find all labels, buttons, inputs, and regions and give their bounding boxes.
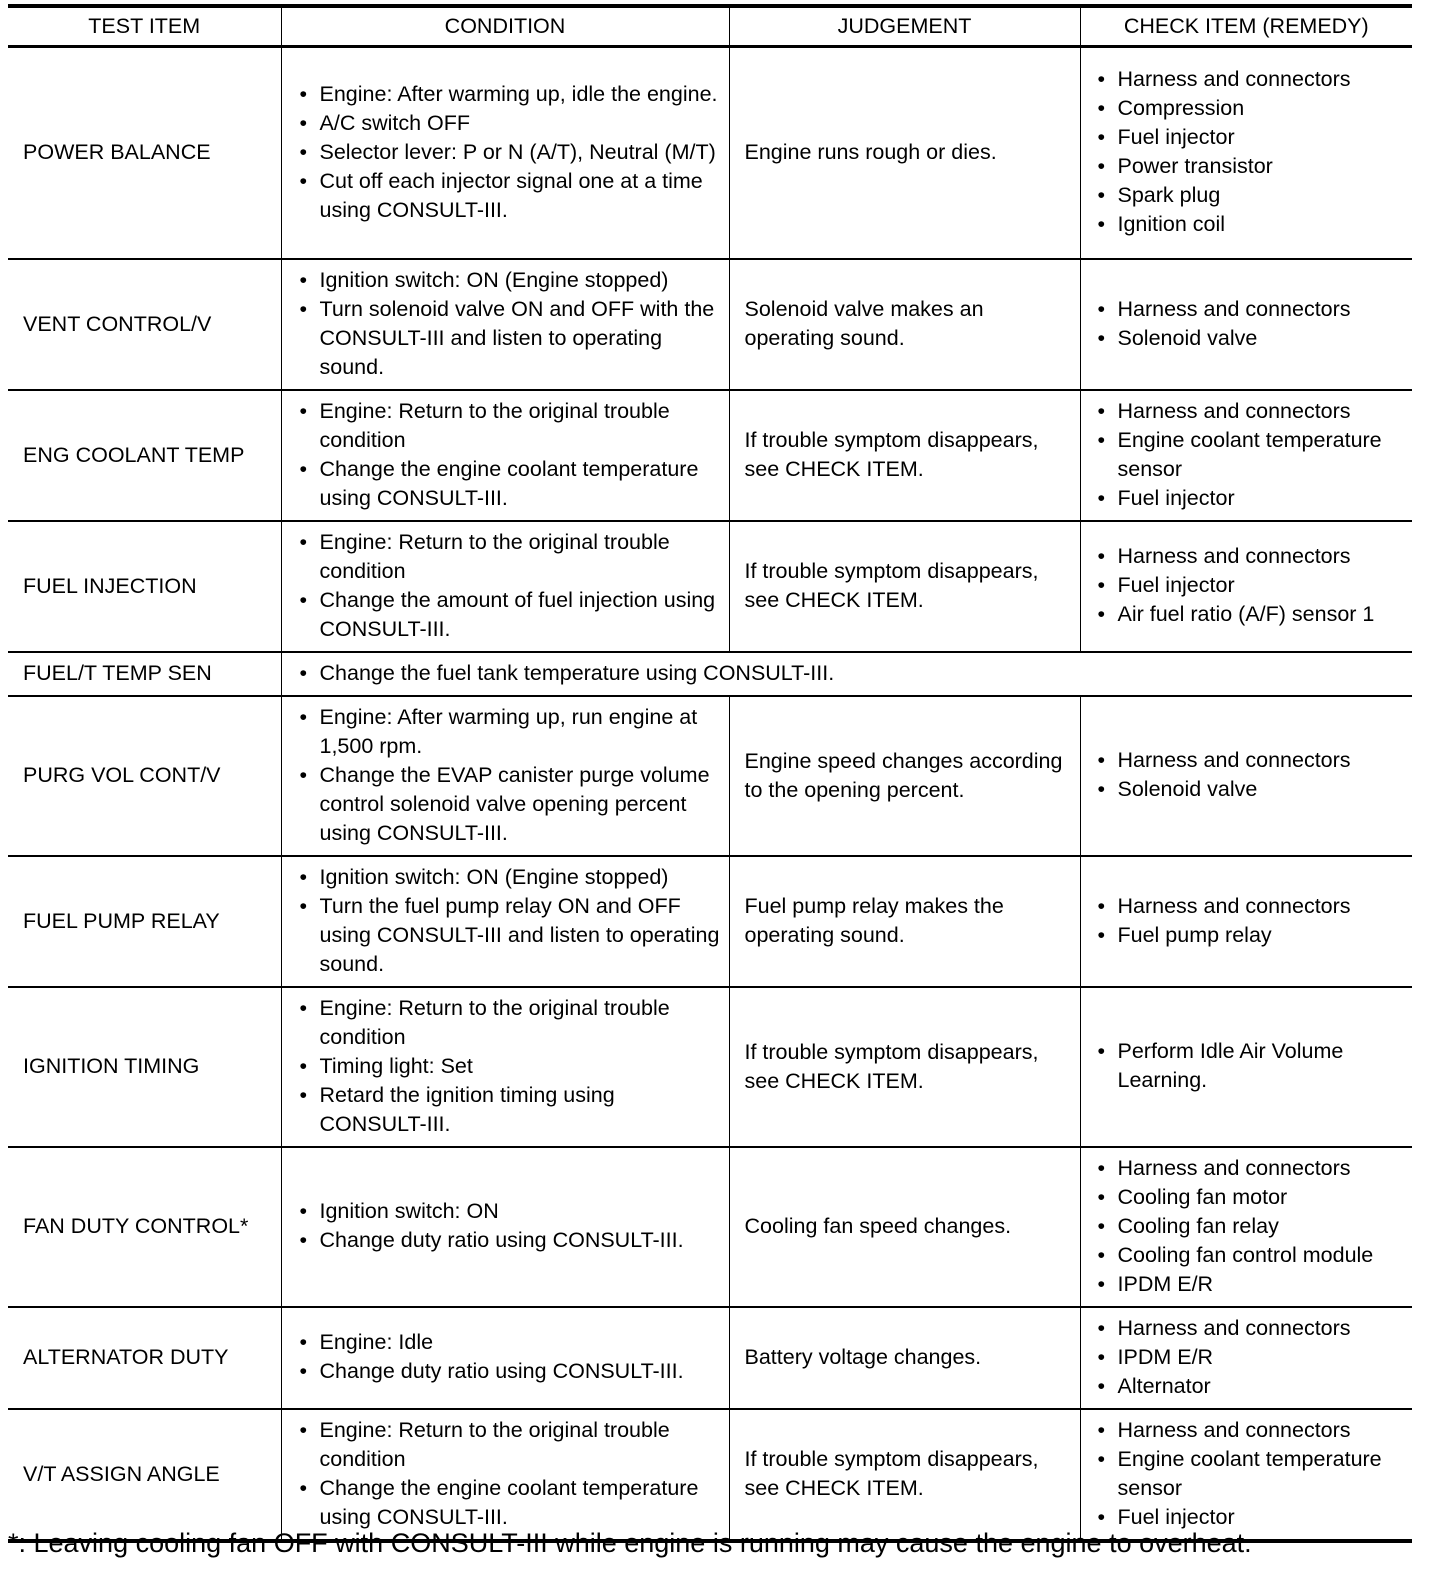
test-item-cell: V/T ASSIGN ANGLE <box>8 1409 281 1541</box>
condition-bullet: • A/C switch OFF <box>297 109 721 138</box>
table-header-row <box>8 6 1412 47</box>
condition-bullet: • Engine: Idle <box>297 1328 721 1357</box>
condition-bullet: • Change the EVAP canister purge volume control solenoid valve opening percent using CONSULT-III. <box>297 761 721 848</box>
condition-bullet: • Change duty ratio using CONSULT-III. <box>297 1357 721 1386</box>
condition-bullet: • Change duty ratio using CONSULT-III. <box>297 1226 721 1255</box>
table-row <box>8 521 1412 652</box>
condition-cell <box>281 696 729 856</box>
check-item-list <box>1081 289 1413 360</box>
table-row <box>8 987 1412 1147</box>
condition-list <box>282 260 729 389</box>
condition-bullet: • Engine: Return to the original trouble condition <box>297 397 721 455</box>
condition-bullet: • Ignition switch: ON (Engine stopped) <box>297 266 721 295</box>
check-item-bullet: • Harness and connectors <box>1095 1314 1409 1343</box>
check-item-bullet: • Alternator <box>1095 1372 1409 1401</box>
table-row <box>8 1307 1412 1409</box>
test-item-cell: PURG VOL CONT/V <box>8 696 281 856</box>
check-item-bullet: • Harness and connectors <box>1095 295 1409 324</box>
check-item-bullet: • Cooling fan motor <box>1095 1183 1409 1212</box>
check-item-list <box>1081 1148 1413 1306</box>
test-item-cell: ENG COOLANT TEMP <box>8 390 281 521</box>
condition-cell <box>281 259 729 390</box>
condition-cell <box>281 1307 729 1409</box>
check-item-bullet: • Power transistor <box>1095 152 1409 181</box>
check-item-bullet: • Harness and connectors <box>1095 1154 1409 1183</box>
condition-list <box>282 988 729 1146</box>
table-row <box>8 259 1412 390</box>
condition-bullet: • Timing light: Set <box>297 1052 721 1081</box>
check-item-bullet: • Perform Idle Air Volume Learning. <box>1095 1037 1409 1095</box>
table-row <box>8 1409 1412 1541</box>
check-item-cell <box>1080 521 1412 652</box>
check-item-cell <box>1080 1147 1412 1307</box>
judgement-cell: If trouble symptom disappears, see CHECK ITEM. <box>729 1409 1080 1541</box>
check-item-bullet: • Ignition coil <box>1095 210 1409 239</box>
table-row <box>8 652 1412 696</box>
check-item-cell <box>1080 1307 1412 1409</box>
condition-cell <box>281 521 729 652</box>
table-row <box>8 856 1412 987</box>
test-item-cell: FUEL INJECTION <box>8 521 281 652</box>
table-row <box>8 390 1412 521</box>
judgement-cell: Cooling fan speed changes. <box>729 1147 1080 1307</box>
judgement-cell: If trouble symptom disappears, see CHECK ITEM. <box>729 390 1080 521</box>
check-item-cell <box>1080 47 1412 259</box>
condition-bullet: • Change the amount of fuel injection using CONSULT-III. <box>297 586 721 644</box>
condition-cell <box>281 47 729 259</box>
condition-cell <box>281 390 729 521</box>
condition-bullet: • Change the engine coolant temperature using CONSULT-III. <box>297 455 721 513</box>
check-item-bullet: • Fuel injector <box>1095 1503 1409 1532</box>
test-item-cell: FAN DUTY CONTROL* <box>8 1147 281 1307</box>
condition-list <box>282 697 729 855</box>
condition-bullet: • Ignition switch: ON (Engine stopped) <box>297 863 721 892</box>
condition-cell <box>281 1147 729 1307</box>
check-item-bullet: • IPDM E/R <box>1095 1343 1409 1372</box>
check-item-bullet: • Solenoid valve <box>1095 324 1409 353</box>
check-item-bullet: • Harness and connectors <box>1095 892 1409 921</box>
check-item-list <box>1081 1308 1413 1408</box>
check-item-bullet: • Harness and connectors <box>1095 542 1409 571</box>
condition-bullet: • Cut off each injector signal one at a time using CONSULT-III. <box>297 167 721 225</box>
judgement-cell: Engine speed changes according to the opening percent. <box>729 696 1080 856</box>
check-item-list <box>1081 1410 1413 1539</box>
test-item-cell: FUEL/T TEMP SEN <box>8 652 281 696</box>
active-test-table <box>8 4 1412 1543</box>
condition-cell <box>281 652 1412 696</box>
check-item-list <box>1081 740 1413 811</box>
condition-list <box>282 391 729 520</box>
check-item-cell <box>1080 1409 1412 1541</box>
check-item-bullet: • Fuel pump relay <box>1095 921 1409 950</box>
check-item-list <box>1081 59 1413 246</box>
test-item-cell: POWER BALANCE <box>23 140 211 165</box>
condition-list <box>282 1410 729 1539</box>
check-item-cell <box>1080 696 1412 856</box>
condition-cell <box>281 856 729 987</box>
check-item-cell <box>1080 987 1412 1147</box>
condition-bullet: • Selector lever: P or N (A/T), Neutral (M/T) <box>297 138 721 167</box>
condition-bullet: • Engine: Return to the original trouble condition <box>297 1416 721 1474</box>
condition-bullet: • Engine: After warming up, idle the engine. <box>297 80 721 109</box>
table-row <box>8 696 1412 856</box>
check-item-bullet: • Harness and connectors <box>1095 746 1409 775</box>
header-condition: CONDITION <box>281 6 729 47</box>
check-item-bullet: • Harness and connectors <box>1095 1416 1409 1445</box>
footnote: *: Leaving cooling fan OFF with CONSULT-III while engine is running may cause the engine to overheat. <box>8 1528 1252 1558</box>
check-item-list <box>1081 886 1413 957</box>
check-item-bullet: • Solenoid valve <box>1095 775 1409 804</box>
condition-bullet: • Engine: Return to the original trouble condition <box>297 994 721 1052</box>
check-item-bullet: • Cooling fan control module <box>1095 1241 1409 1270</box>
check-item-bullet: • Engine coolant temperature sensor <box>1095 1445 1409 1503</box>
check-item-bullet: • Fuel injector <box>1095 484 1409 513</box>
header-judgement: JUDGEMENT <box>729 6 1080 47</box>
check-item-bullet: • Spark plug <box>1095 181 1409 210</box>
check-item-cell <box>1080 259 1412 390</box>
table-row <box>8 1147 1412 1307</box>
condition-bullet: • Change the fuel tank temperature using CONSULT-III. <box>297 659 1405 688</box>
condition-bullet: • Ignition switch: ON <box>297 1197 721 1226</box>
header-check-item: CHECK ITEM (REMEDY) <box>1080 6 1412 47</box>
check-item-bullet: • Fuel injector <box>1095 123 1409 152</box>
condition-list <box>282 74 729 232</box>
judgement-cell: If trouble symptom disappears, see CHECK ITEM. <box>729 987 1080 1147</box>
condition-list <box>282 857 729 986</box>
condition-cell <box>281 1409 729 1541</box>
check-item-cell <box>1080 856 1412 987</box>
condition-bullet: • Change the engine coolant temperature using CONSULT-III. <box>297 1474 721 1532</box>
check-item-cell <box>1080 390 1412 521</box>
judgement-cell: If trouble symptom disappears, see CHECK ITEM. <box>729 521 1080 652</box>
check-item-list <box>1081 391 1413 520</box>
condition-list <box>282 1191 729 1262</box>
condition-cell <box>281 987 729 1147</box>
check-item-bullet: • IPDM E/R <box>1095 1270 1409 1299</box>
condition-bullet: • Turn solenoid valve ON and OFF with the CONSULT-III and listen to operating sound. <box>297 295 721 382</box>
check-item-list <box>1081 536 1413 636</box>
check-item-bullet: • Engine coolant temperature sensor <box>1095 426 1409 484</box>
condition-bullet: • Turn the fuel pump relay ON and OFF using CONSULT-III and listen to operating sound. <box>297 892 721 979</box>
test-item-cell: IGNITION TIMING <box>8 987 281 1147</box>
check-item-bullet: • Fuel injector <box>1095 571 1409 600</box>
test-item-cell: ALTERNATOR DUTY <box>8 1307 281 1409</box>
condition-list <box>282 1322 729 1393</box>
table-row <box>8 47 1412 259</box>
check-item-list <box>1081 1031 1413 1102</box>
judgement-cell: Fuel pump relay makes the operating sound. <box>729 856 1080 987</box>
check-item-bullet: • Air fuel ratio (A/F) sensor 1 <box>1095 600 1409 629</box>
condition-list <box>282 522 729 651</box>
judgement-cell: Solenoid valve makes an operating sound. <box>729 259 1080 390</box>
condition-bullet: • Engine: After warming up, run engine at 1,500 rpm. <box>297 703 721 761</box>
test-item-cell: FUEL PUMP RELAY <box>8 856 281 987</box>
condition-list <box>282 653 1413 695</box>
table-body <box>8 47 1412 1541</box>
check-item-bullet: • Compression <box>1095 94 1409 123</box>
judgement-cell: Battery voltage changes. <box>729 1307 1080 1409</box>
check-item-bullet: • Cooling fan relay <box>1095 1212 1409 1241</box>
header-test-item: TEST ITEM <box>8 6 281 47</box>
judgement-cell: Engine runs rough or dies. <box>729 47 1080 259</box>
check-item-bullet: • Harness and connectors <box>1095 65 1409 94</box>
condition-bullet: • Engine: Return to the original trouble condition <box>297 528 721 586</box>
check-item-bullet: • Harness and connectors <box>1095 397 1409 426</box>
test-item-cell: VENT CONTROL/V <box>8 259 281 390</box>
condition-bullet: • Retard the ignition timing using CONSULT-III. <box>297 1081 721 1139</box>
